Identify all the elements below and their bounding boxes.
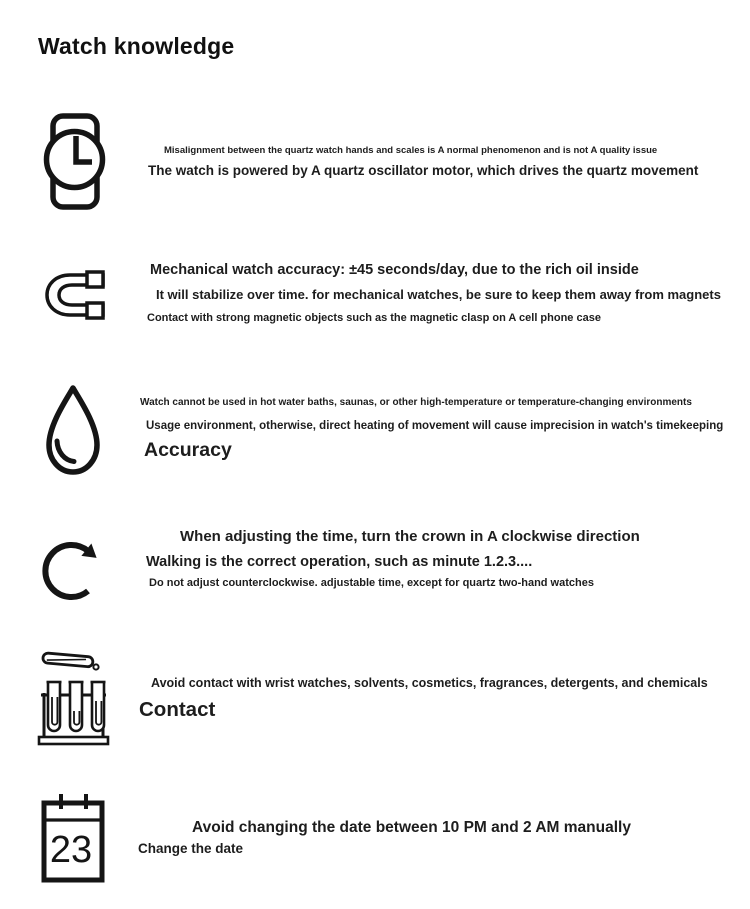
text-line: It will stabilize over time. for mechanical watches, be sure to keep them away from magnets	[156, 287, 721, 302]
text-line: Change the date	[138, 841, 244, 856]
text-line: Avoid changing the date between 10 PM and 2 AM manually	[192, 819, 631, 836]
calendar-icon	[40, 792, 106, 885]
text-line: Contact with strong magnetic objects such as the magnetic clasp on A cell phone case	[147, 312, 601, 324]
page-title: Watch knowledge	[38, 33, 235, 59]
magnet-icon	[42, 267, 108, 323]
text-line: Misalignment between the quartz watch hands and scales is A normal phenomenon and is not A quality issue	[164, 145, 658, 156]
text-line: When adjusting the time, turn the crown in A clockwise direction	[180, 528, 640, 545]
water-drop-icon	[40, 382, 106, 479]
text-line: Do not adjust counterclockwise. adjustable time, except for quartz two-hand watches	[149, 577, 594, 589]
calendar-day-number: 23	[49, 829, 93, 871]
text-line: Usage environment, otherwise, direct heating of movement will cause imprecision in watch's timekeeping	[146, 420, 724, 432]
text-line: Walking is the correct operation, such as minute 1.2.3....	[146, 554, 533, 570]
clockwise-arrow-icon	[41, 526, 107, 608]
wristwatch-icon	[43, 113, 107, 210]
text-line: Avoid contact with wrist watches, solvents, cosmetics, fragrances, detergents, and chemicals	[151, 676, 708, 690]
test-tubes-icon	[36, 649, 110, 746]
text-line-heading: Accuracy	[144, 439, 232, 461]
text-line: Watch cannot be used in hot water baths, saunas, or other high-temperature or temperature-changing environments	[140, 397, 692, 408]
text-line: The watch is powered by A quartz oscillator motor, which drives the quartz movement	[148, 163, 699, 178]
text-line: Mechanical watch accuracy: ±45 seconds/day, due to the rich oil inside	[150, 262, 639, 278]
text-line-heading: Contact	[139, 698, 216, 721]
